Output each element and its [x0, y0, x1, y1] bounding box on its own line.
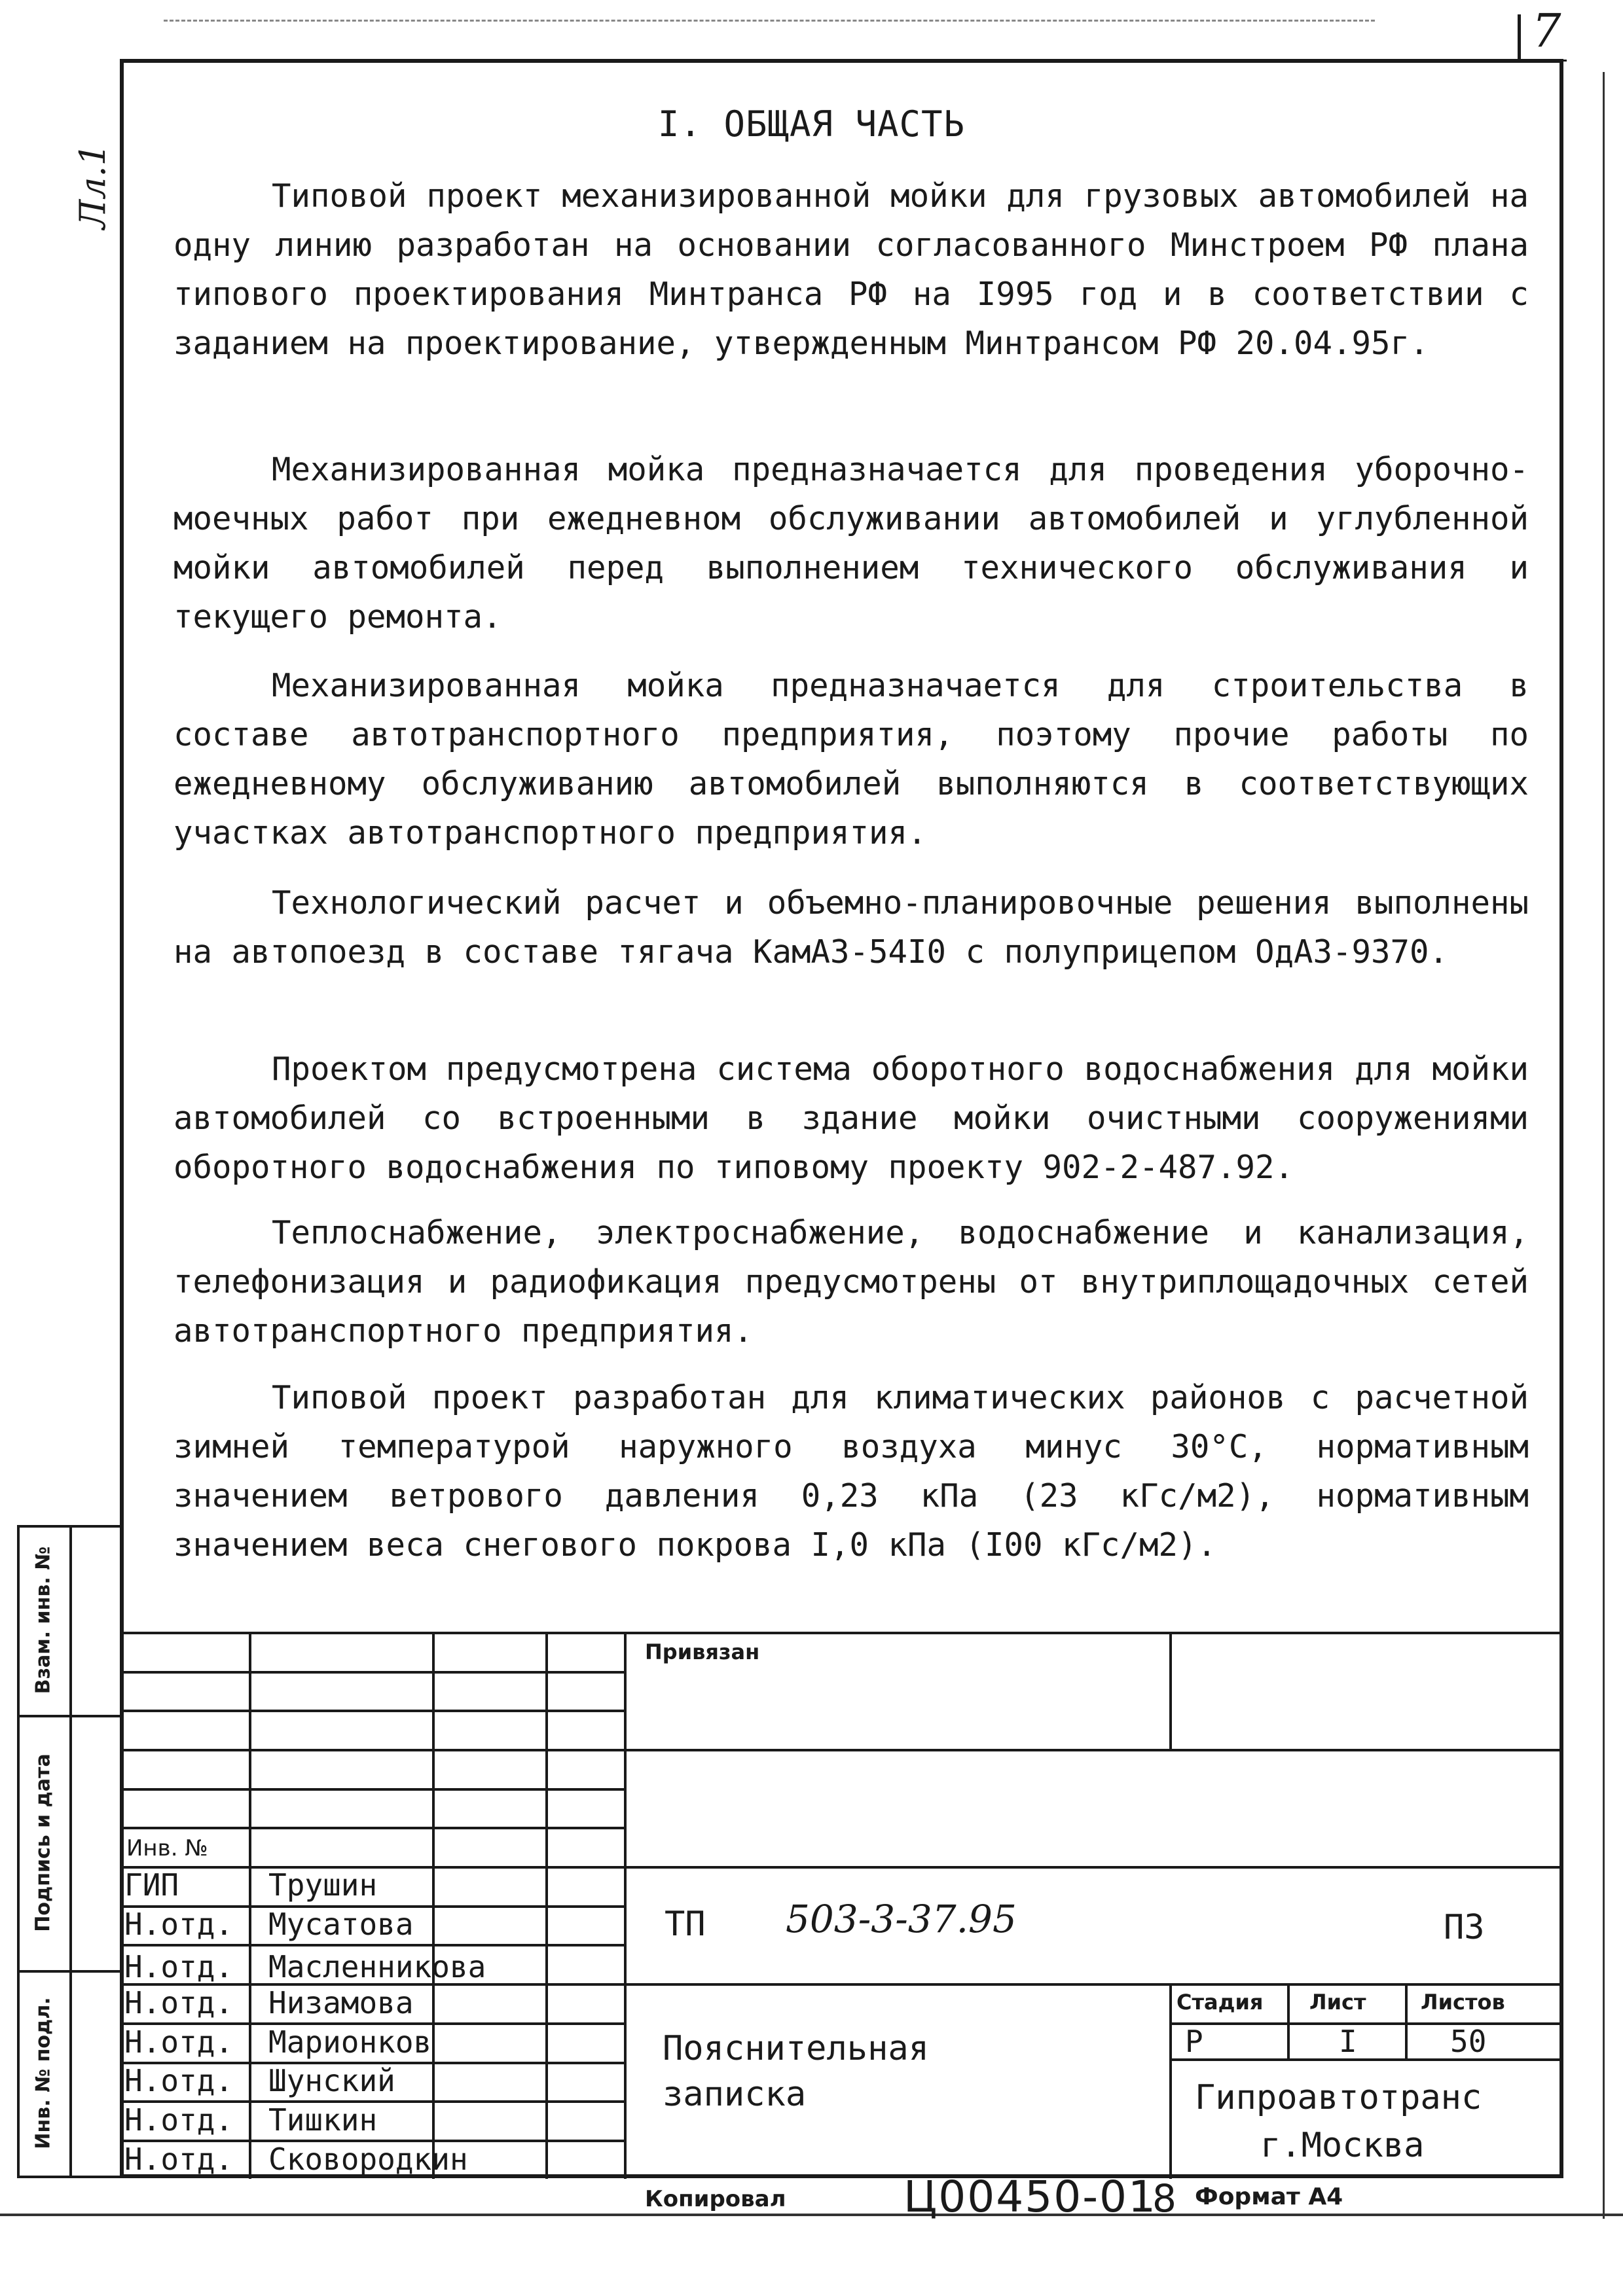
org-name: Гипроавтотранс	[1195, 2078, 1482, 2117]
tb-grid-vline	[1287, 1983, 1290, 2058]
paragraph-2-text: Механизированная мойка предназначается для проведения уборочно-моечных работ при ежедневном обслуживании автомобилей и углубленной мойки автомобилей перед выполнением технического обслуживания и текущего ремонта.	[173, 451, 1529, 636]
sig-name-1: Трушин	[268, 1867, 378, 1903]
sig-role-1: ГИП	[124, 1867, 179, 1903]
sig-role-2: Н.отд.	[124, 1907, 234, 1942]
paragraph-6-text: Теплоснабжение, электроснабжение, водоснабжение и канализация, телефонизация и радиофикация предусмотрены от внутриплощадочных сетей автотранспортного предприятия.	[173, 1214, 1529, 1350]
tb-grid-line	[120, 1827, 624, 1829]
doc-prefix: ТП	[665, 1905, 706, 1944]
doc-number: 503-3-37.95	[786, 1897, 1017, 1941]
format-label: Формат А4	[1195, 2183, 1343, 2210]
tb-grid-vline	[1169, 1983, 1172, 2179]
stage-value: Р	[1185, 2024, 1203, 2059]
sig-role-8: Н.отд.	[124, 2142, 234, 2177]
section-heading: I. ОБЩАЯ ЧАСТЬ	[657, 103, 966, 145]
sheets-header: Листов	[1421, 1990, 1505, 2015]
tb-grid-line	[120, 1710, 624, 1712]
doc-title-line1: Пояснительная	[663, 2029, 929, 2068]
sig-name-4: Низамова	[268, 1985, 414, 2020]
sig-name-3: Масленникова	[268, 1949, 486, 1984]
side-stamp-replace-inv: Взам. инв. №	[31, 1546, 55, 1694]
tb-grid-line	[120, 1671, 624, 1674]
copied-label: Копировал	[645, 2186, 786, 2212]
paragraph-2	[173, 445, 1529, 641]
sheet-value: I	[1339, 2024, 1357, 2059]
archive-number: Ц00450-01	[903, 2172, 1157, 2222]
tb-grid-vline	[624, 1632, 627, 2179]
side-stamp-original-inv: Инв. № подл.	[31, 1996, 55, 2149]
sig-name-5: Марионков	[268, 2024, 432, 2060]
trim-line-right	[1603, 72, 1605, 2219]
sig-role-6: Н.отд.	[124, 2063, 234, 2098]
tb-grid-vline	[249, 1866, 251, 2179]
paragraph-4	[173, 878, 1529, 977]
tb-grid-line	[120, 1788, 624, 1791]
sig-role-4: Н.отд.	[124, 1985, 234, 2020]
side-stamp	[9, 1525, 120, 2178]
sig-name-8: Сковородкин	[268, 2142, 468, 2177]
sig-role-3: Н.отд.	[124, 1949, 234, 1984]
inv-label: Инв. №	[126, 1835, 208, 1861]
paragraph-1	[173, 171, 1529, 368]
tb-grid-line	[120, 1944, 624, 1946]
tb-grid-line	[120, 1749, 1563, 1751]
paragraph-7	[173, 1373, 1529, 1570]
paragraph-5-text: Проектом предусмотрена система оборотного водоснабжения для мойки автомобилей со встроенными в здание мойки очистными сооружениями оборотного водоснабжения по типовому проекту 902-2-487.92.	[173, 1050, 1529, 1186]
tb-grid-vline	[1405, 1983, 1408, 2058]
page-number: 7	[1532, 4, 1561, 58]
trim-line-bottom	[0, 2214, 1623, 2216]
tb-grid-vline	[1169, 1632, 1172, 1749]
sig-role-5: Н.отд.	[124, 2024, 234, 2060]
bound-label: Привязан	[645, 1640, 760, 1664]
paragraph-5	[173, 1045, 1529, 1192]
sig-role-7: Н.отд.	[124, 2102, 234, 2138]
top-dashed-line	[164, 20, 1375, 22]
paragraph-4-text: Технологический расчет и объемно-планировочные решения выполнены на автопоезд в составе тягача КамАЗ-54I0 с полуприцепом ОдАЗ-9370.	[173, 884, 1529, 971]
side-stamp-bottom-border	[17, 2176, 122, 2178]
sheet-mark: Лл.1	[72, 143, 113, 229]
sheets-value: 50	[1450, 2024, 1487, 2059]
tb-grid-vline	[545, 1632, 548, 2179]
sig-name-6: Шунский	[268, 2063, 395, 2098]
tb-grid-vline	[249, 1632, 251, 1866]
paragraph-1-text: Типовой проект механизированной мойки для грузовых автомобилей на одну линию разработан на основании согласованного Минстроем РФ плана типового проектирования Минтранса РФ на I995 год и в соответствии с заданием на проектирование, утвержденным Минтрансом РФ 20.04.95г.	[173, 177, 1529, 362]
sheet-header: Лист	[1309, 1990, 1366, 2015]
stage-header: Стадия	[1176, 1990, 1264, 2015]
tb-top-line	[120, 1632, 1563, 1634]
doc-title-line2: записка	[663, 2075, 807, 2114]
paragraph-6	[173, 1208, 1529, 1355]
sig-name-7: Тишкин	[268, 2102, 378, 2138]
side-stamp-signature-date: Подпись и дата	[31, 1753, 55, 1932]
side-stamp-value-column	[69, 1525, 122, 2178]
tb-grid-line	[1169, 2058, 1563, 2061]
tb-grid-vline	[432, 1632, 435, 2179]
paragraph-7-text: Типовой проект разработан для климатических районов с расчетной зимней температурой наружного воздуха минус 30°С, нормативным значением ветрового давления 0,23 кПа (23 кГс/м2), нормативным значением веса снегового покрова I,0 кПа (I00 кГс/м2).	[173, 1379, 1529, 1564]
paragraph-3-text: Механизированная мойка предназначается для строительства в составе автотранспортного предприятия, поэтому прочие работы по ежедневному обслуживанию автомобилей выполняются в соответствующих участках автотранспортного предприятия.	[173, 667, 1529, 852]
tb-grid-line	[1169, 2022, 1563, 2025]
doc-code: ПЗ	[1444, 1908, 1485, 1947]
sig-name-2: Мусатова	[268, 1907, 414, 1942]
org-city: г.Москва	[1260, 2126, 1425, 2165]
sheet-index: 8	[1152, 2176, 1176, 2221]
paragraph-3	[173, 661, 1529, 857]
